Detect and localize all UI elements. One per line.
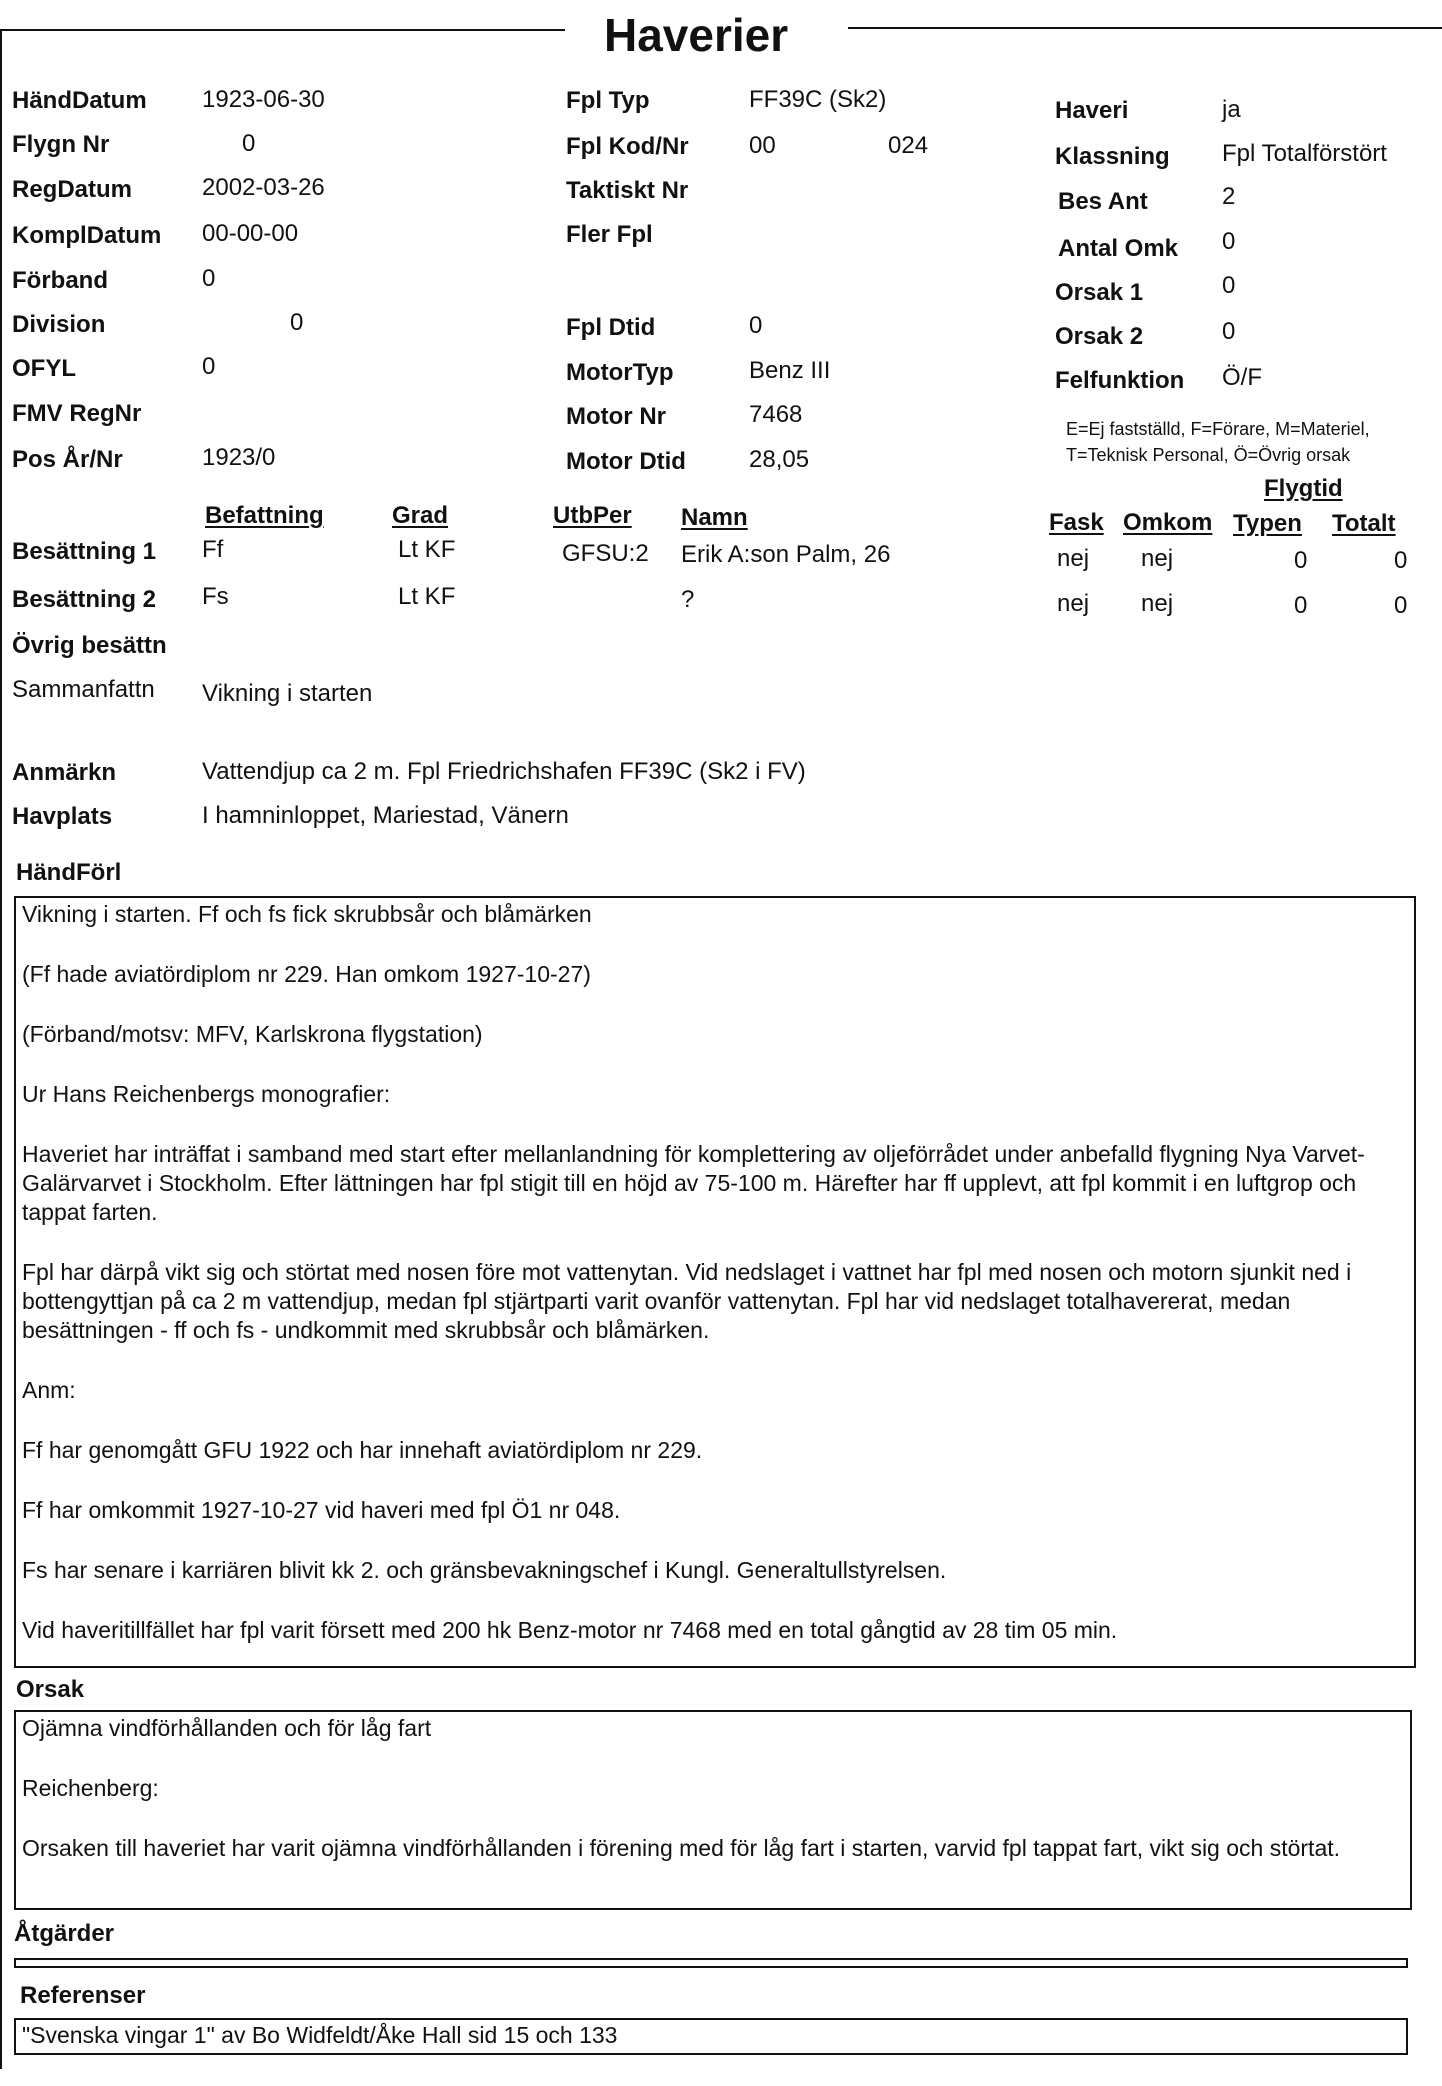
crew-header-utbper: UtbPer: [553, 502, 632, 529]
crew-namn: Erik A:son Palm, 26: [681, 541, 891, 568]
crew-typen: 0: [1294, 592, 1308, 619]
field-label-flygn-nr: Flygn Nr: [12, 131, 110, 158]
crew-header-befattning: Befattning: [205, 502, 324, 529]
crew-header-fask: Fask: [1049, 509, 1104, 536]
field-value-bes-ant: 2: [1222, 183, 1236, 210]
atgarder-label: Åtgärder: [14, 1920, 115, 1947]
crew-omkom: nej: [1141, 545, 1174, 572]
handforl-paragraph: (Förband/motsv: MFV, Karlskrona flygstation): [22, 1021, 483, 1047]
field-value-kompl-datum: 00-00-00: [202, 220, 299, 247]
field-value-ofyl: 0: [202, 353, 216, 380]
handforl-paragraph: Ff har genomgått GFU 1922 och har innehaft aviatördiplom nr 229.: [22, 1437, 703, 1463]
crew-befattning: Fs: [202, 583, 229, 610]
crew-utbper: GFSU:2: [562, 540, 649, 567]
sammanfattn-label: Sammanfattn: [12, 676, 155, 703]
crew-fask: nej: [1057, 545, 1090, 572]
field-label-hand-datum: HändDatum: [12, 87, 147, 114]
field-label-taktiskt-nr: Taktiskt Nr: [566, 177, 689, 204]
crew-omkom: nej: [1141, 590, 1174, 617]
field-value-motor-dtid: 28,05: [749, 446, 810, 473]
crew-grad: Lt KF: [398, 536, 456, 563]
field-label-antal-omk: Antal Omk: [1058, 235, 1179, 262]
crew-header-namn: Namn: [681, 504, 748, 531]
page-title: Haverier: [604, 9, 789, 61]
crew-fask: nej: [1057, 590, 1090, 617]
field-label-klassning: Klassning: [1055, 143, 1170, 170]
handforl-paragraph: Vikning i starten. Ff och fs fick skrubbsår och blåmärken: [22, 901, 592, 927]
field-value-pos-ar-nr: 1923/0: [202, 444, 276, 471]
field-label-felfunktion: Felfunktion: [1055, 367, 1185, 394]
crew-header-grad: Grad: [392, 502, 449, 529]
crew-header-typen: Typen: [1233, 510, 1302, 537]
handforl-paragraph: Fs har senare i karriären blivit kk 2. och gränsbevakningschef i Kungl. Generaltullstyrelsen.: [22, 1557, 947, 1583]
field-label-fpl-typ: Fpl Typ: [566, 87, 650, 114]
handforl-paragraph: Fpl har därpå vikt sig och störtat med nosen före mot vattenytan. Vid nedslaget i vattnet har fpl med nosen och motorn sjunkit ned i bottengyttjan på ca 2 m vattendjup, medan fpl stjärtparti varit ovanför vattenytan. Fpl har vid nedslaget totalhavererat, medan besättningen - ff och fs - undkommit med skrubbsår och blåmärken.: [22, 1259, 1352, 1343]
orsak-label: Orsak: [16, 1676, 85, 1703]
field-value-hand-datum: 1923-06-30: [202, 86, 325, 113]
orsak-paragraph: Orsaken till haveriet har varit ojämna vindförhållanden i förening med för låg fart i starten, varvid fpl tappat fart, vikt sig och störtat.: [22, 1835, 1341, 1861]
field-value-flygn-nr: 0: [242, 130, 256, 157]
handforl-paragraph: Haveriet har inträffat i samband med start efter mellanlandning för komplettering av oljeförrådet under anbefalld flygning Nya Varvet-Galärvarvet i Stockholm. Efter lättningen har fpl stigit till en höjd av 75-100 m. Härefter har ff upplevt, att fpl kommit i en luftgrop och tappat farten.: [22, 1141, 1365, 1225]
field-value-fpl-nr: 024: [888, 132, 929, 159]
field-value-fpl-dtid: 0: [749, 312, 763, 339]
sammanfattn-value: Vikning i starten: [202, 680, 373, 707]
field-label-fler-fpl: Fler Fpl: [566, 221, 653, 248]
field-label-orsak-1: Orsak 1: [1055, 279, 1144, 306]
havplats-label: Havplats: [12, 803, 113, 830]
cause-legend-line-2: T=Teknisk Personal, Ö=Övrig orsak: [1066, 445, 1351, 465]
crew-row-label: Besättning 2: [12, 586, 157, 613]
field-value-klassning: Fpl Totalförstört: [1222, 140, 1387, 167]
handforl-paragraph: Ff har omkommit 1927-10-27 vid haveri med fpl Ö1 nr 048.: [22, 1497, 621, 1523]
field-value-fpl-typ: FF39C (Sk2): [749, 86, 887, 113]
anmarkn-label: Anmärkn: [12, 759, 117, 786]
title-rule-right: [848, 27, 1442, 29]
field-value-motor-nr: 7468: [749, 401, 803, 428]
field-label-pos-ar-nr: Pos År/Nr: [12, 446, 123, 473]
field-label-motor-dtid: Motor Dtid: [566, 448, 686, 475]
field-value-forband: 0: [202, 265, 216, 292]
ovrig-besattn-label: Övrig besättn: [12, 632, 167, 659]
orsak-paragraph: Reichenberg:: [22, 1775, 159, 1801]
crew-header-omkom: Omkom: [1123, 509, 1213, 536]
field-value-division: 0: [290, 309, 304, 336]
field-value-haveri: ja: [1222, 96, 1241, 123]
anmarkn-value: Vattendjup ca 2 m. Fpl Friedrichshafen FF39C (Sk2 i FV): [202, 758, 806, 785]
handforl-paragraph: (Ff hade aviatördiplom nr 229. Han omkom 1927-10-27): [22, 961, 591, 987]
field-value-fpl-kod: 00: [749, 132, 776, 159]
crew-totalt: 0: [1394, 547, 1408, 574]
field-label-fpl-dtid: Fpl Dtid: [566, 314, 656, 341]
field-label-ofyl: OFYL: [12, 355, 76, 382]
orsak-paragraph: Ojämna vindförhållanden och för låg fart: [22, 1715, 432, 1741]
field-label-orsak-2: Orsak 2: [1055, 323, 1144, 350]
field-label-motor-nr: Motor Nr: [566, 403, 666, 430]
orsak-box: [14, 1710, 1412, 1910]
field-label-motor-typ: MotorTyp: [566, 359, 674, 386]
crew-header-flygtid: Flygtid: [1264, 475, 1343, 502]
left-border: [0, 29, 2, 2069]
field-value-felfunktion: Ö/F: [1222, 364, 1262, 391]
field-label-bes-ant: Bes Ant: [1058, 188, 1148, 215]
handforl-label: HändFörl: [16, 859, 122, 886]
referenser-label: Referenser: [20, 1982, 146, 2009]
field-value-reg-datum: 2002-03-26: [202, 174, 325, 201]
crew-totalt: 0: [1394, 592, 1408, 619]
cause-legend-line-1: E=Ej fastställd, F=Förare, M=Materiel,: [1066, 419, 1370, 439]
handforl-box: [14, 896, 1416, 1668]
field-label-fpl-kod-nr: Fpl Kod/Nr: [566, 133, 689, 160]
referenser-value: "Svenska vingar 1" av Bo Widfeldt/Åke Hall sid 15 och 133: [22, 2022, 618, 2048]
havplats-value: I hamninloppet, Mariestad, Vänern: [202, 802, 569, 829]
referenser-box: [14, 2018, 1408, 2055]
field-value-orsak-2: 0: [1222, 318, 1236, 345]
field-value-antal-omk: 0: [1222, 228, 1236, 255]
field-label-kompl-datum: KomplDatum: [12, 222, 162, 249]
field-label-forband: Förband: [12, 267, 108, 294]
title-rule-left: [0, 29, 565, 31]
handforl-paragraph: Anm:: [22, 1377, 76, 1403]
crew-namn: ?: [681, 586, 695, 613]
handforl-paragraph: Ur Hans Reichenbergs monografier:: [22, 1081, 391, 1107]
crew-header-totalt: Totalt: [1332, 510, 1396, 537]
crew-befattning: Ff: [202, 536, 224, 563]
field-value-motor-typ: Benz III: [749, 357, 831, 384]
field-label-division: Division: [12, 311, 106, 338]
atgarder-box: [14, 1958, 1408, 1968]
field-label-reg-datum: RegDatum: [12, 176, 133, 203]
field-label-fmv-regnr: FMV RegNr: [12, 400, 142, 427]
crew-row-label: Besättning 1: [12, 538, 157, 565]
field-value-orsak-1: 0: [1222, 272, 1236, 299]
crew-typen: 0: [1294, 547, 1308, 574]
field-label-haveri: Haveri: [1055, 97, 1129, 124]
crew-grad: Lt KF: [398, 583, 456, 610]
handforl-paragraph: Vid haveritillfället har fpl varit försett med 200 hk Benz-motor nr 7468 med en total gångtid av 28 tim 05 min.: [22, 1617, 1118, 1643]
